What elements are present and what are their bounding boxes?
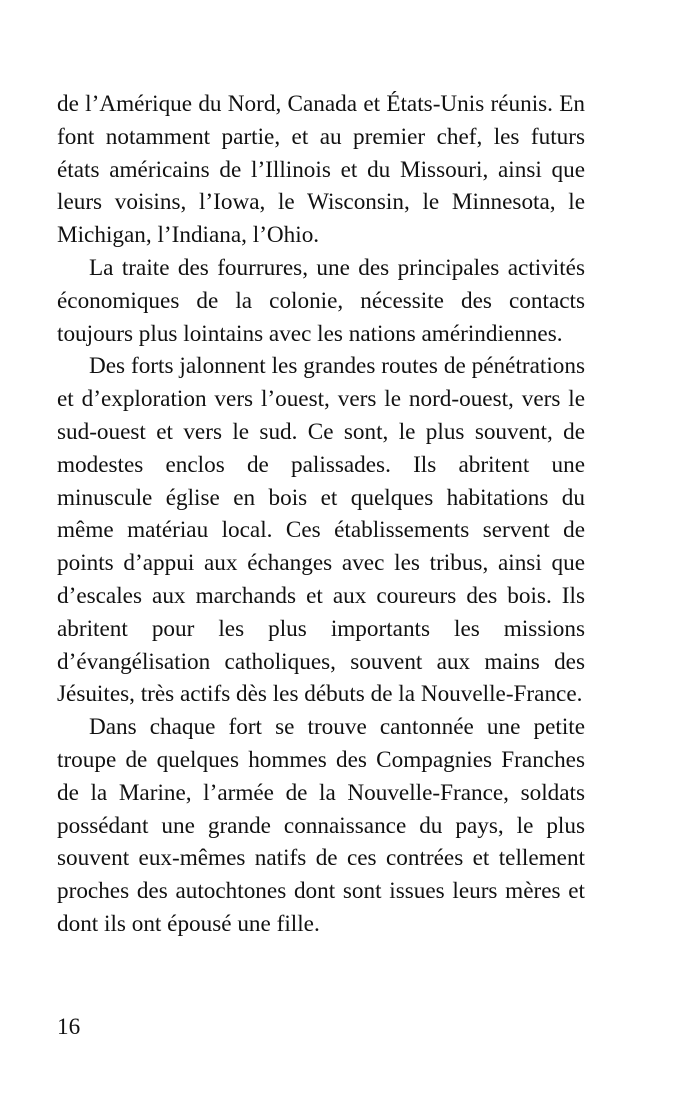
paragraph-continuation: de l’Amérique du Nord, Canada et États-Unis réunis. En font notamment partie, et au premier chef, les futurs états américains de l’Illinois et du Missouri, ainsi que leurs voisins, l’Iowa, le Wisconsin, le Minnesota, le Michigan, l’Indiana, l’Ohio.	[57, 91, 585, 249]
page-body	[57, 88, 585, 941]
paragraph-forts: Des forts jalonnent les grandes routes de pénétrations et d’exploration vers l’ouest, vers le nord-ouest, vers le sud-ouest et vers le sud. Ce sont, le plus souvent, de modestes enclos de palissades. Ils abritent une minuscule église en bois et quelques habitations du même matériau local. Ces établissements servent de points d’appui aux échanges avec les tribus, ainsi que d’escales aux marchands et aux coureurs des bois. Ils abritent pour les plus importants les missions d’évangélisation catholiques, souvent aux mains des Jésuites, très actifs dès les débuts de la Nouvelle-France.	[57, 353, 585, 708]
page-number: 16	[57, 1014, 81, 1040]
paragraph-fur-trade: La traite des fourrures, une des principales activités économiques de la colonie, nécessite des contacts toujours plus lointains avec les nations amérindiennes.	[57, 254, 585, 347]
paragraph-garrison: Dans chaque fort se trouve cantonnée une petite troupe de quelques hommes des Compagnies Franches de la Marine, l’armée de la Nouvelle-France, soldats possédant une grande connaissance du pays, le plus souvent eux-mêmes natifs de ces contrées et tellement proches des autochtones dont sont issues leurs mères et dont ils ont épousé une fille.	[57, 714, 585, 937]
